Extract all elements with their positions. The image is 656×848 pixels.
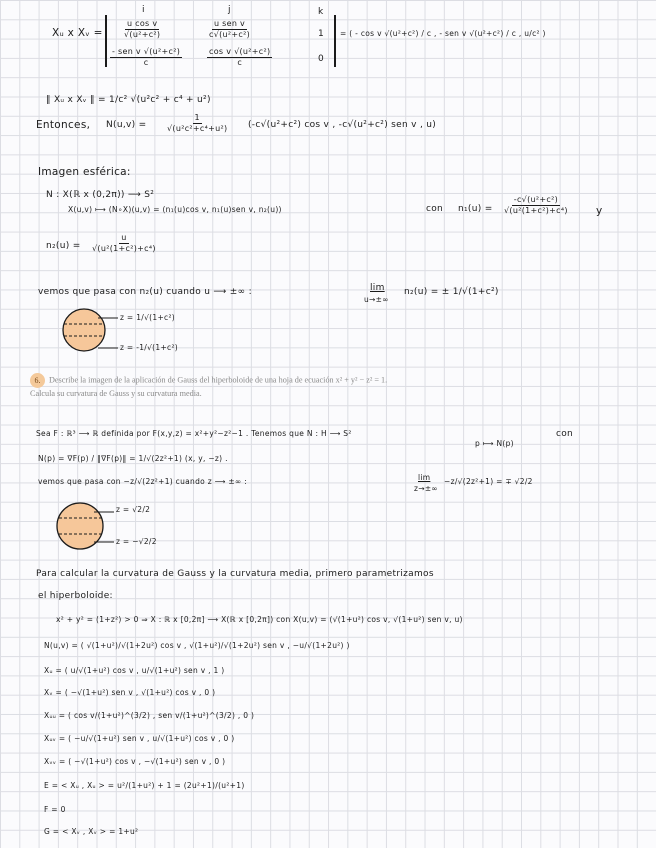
problem-6-statement [30,373,390,399]
xvv-line: Xᵥᵥ = ( −√(1+u²) cos v , −√(1+u²) sen v , 0 ) [44,757,226,766]
xuv-line: Xᵤᵥ = ( −u/√(1+u²) sen v , u/√(1+u²) cos v , 0 ) [44,734,235,743]
entonces-vector: (-c√(u²+c²) cos v , -c√(u²+c²) sen v , u) [248,120,437,130]
f-line: F = 0 [44,805,66,814]
limit-result: n₂(u) = ± 1/√(1+c²) [404,287,499,297]
con-word: con [426,204,444,214]
limit-sub: u→±∞ [364,295,389,304]
limit-text: vemos que pasa con n₂(u) cuando u ⟶ ±∞ : [38,287,252,297]
sea-con: con [556,429,574,439]
limit-2-result: −z/√(2z²+1) = ∓ √2/2 [444,477,533,486]
matrix-r1c3: 1 [318,29,325,39]
para-line-2: el hiperboloide: [38,591,113,601]
limit-2-text: vemos que pasa con −z/√(2z²+1) cuando z ⟶ ±∞ : [38,477,248,486]
n2-def: n₂(u) = [46,241,81,251]
matrix-r2c1: $\frac{\text{- sen v √(u²+c²)}}{c}$ [112,47,181,67]
entonces-expr: N(u,v) = [106,120,147,130]
entonces-label: Entonces, [36,119,91,131]
imagen-heading: Imagen esférica: [38,166,131,178]
sphere-1-bottom-label: z = -1/√(1+c²) [120,343,179,352]
limit-2-lim: lim [418,473,431,482]
matrix-r1c1: $\frac{\text{u cos v}}{\text{√(u²+c²)}}$ [124,19,161,39]
sea-map-2: p ⟼ N(p) [475,439,514,448]
problem-number-badge: 6. [30,373,45,388]
map-line-2: X(u,v) ⟼ (N∘X)(u,v) = (n₁(u)cos v, n₁(u)sen v, n₂(u)) [68,205,282,214]
matrix-r2c3: 0 [318,54,325,64]
matrix-header-i: i [142,5,145,15]
para-line-1: Para calcular la curvatura de Gauss y la curvatura media, primero parametrizamos [36,569,434,579]
matrix-header-k: k [318,7,324,17]
map-line-1: N : X(ℝ x (0,2π)) ⟶ S² [46,190,155,200]
matrix-header-j: j [228,5,231,15]
entonces-fraction: $\frac{1}{\text{√(u²c²+c⁴+u²)}}$ [167,113,228,133]
cross-product-result: = ( - cos v √(u²+c²) / c , - sen v √(u²+c²) / c , u/c² ) [340,29,546,38]
problem-text: Describe la imagen de la aplicación de Gauss del hiperboloide de una hoja de ecuación x² + y² − z² = 1. Calcula su curvatura de Gauss y su curvatura media. [30,375,388,398]
np-line: N(p) = ∇F(p) / ‖∇F(p)‖ = 1/√(2z²+1) (x, y, −z) . [38,454,228,463]
norm-line: ‖ Xᵤ x Xᵥ ‖ = 1/c² √(u²c² + c⁴ + u²) [46,95,211,105]
xuu-line: Xᵤᵤ = ( cos v/(1+u²)^(3/2) , sen v/(1+u²)^(3/2) , 0 ) [44,711,255,720]
sphere-1-circle [63,309,105,351]
n1-def: n₁(u) = [458,204,493,214]
matrix-r2c2: $\frac{\text{cos v √(u²+c²)}}{c}$ [209,47,271,67]
param-line: x² + y² = (1+z²) > 0 ⇒ X : ℝ x [0,2π] ⟶ X(ℝ x [0,2π]) con X(u,v) = (√(1+u²) cos v, √(1+u²) sen v, u) [56,615,463,624]
cross-product-lhs: Xᵤ x Xᵥ = [52,27,103,39]
sphere-1-top-label: z = 1/√(1+c²) [120,313,176,322]
matrix-right-bar [334,15,336,67]
matrix-left-bar [105,15,107,67]
n1-fraction: $\frac{\text{-c√(u²+c²)}}{\text{√(u²(1+c²)+c⁴)}}$ [504,195,568,215]
sea-line: Sea F : ℝ³ ⟶ ℝ definida por F(x,y,z) = x²+y²−z²−1 . Tenemos que N : H ⟶ S² [36,429,352,438]
g-line: G = < Xᵥ , Xᵥ > = 1+u² [44,827,139,836]
limit-lim: lim [370,283,385,293]
n2-fraction: $\frac{u}{\text{√(u²(1+c²)+c⁴)}}$ [92,233,156,253]
y-word: y [596,205,603,217]
sphere-2-diagram [54,502,174,557]
e-line: E = < Xᵤ , Xᵤ > = u²/(1+u²) + 1 = (2u²+1)/(u²+1) [44,781,245,790]
sphere-2-bottom-label: z = −√2/2 [116,537,157,546]
xu-line: Xᵤ = ( u/√(1+u²) cos v , u/√(1+u²) sen v , 1 ) [44,666,225,675]
matrix-r1c2: $\frac{\text{u sen v}}{\text{c√(u²+c²)}}$ [209,19,251,39]
n-uv-line: N(u,v) = ( √(1+u²)/√(1+2u²) cos v , √(1+u²)/√(1+2u²) sen v , −u/√(1+2u²) ) [44,641,350,650]
limit-2-sub: z→±∞ [414,484,438,493]
xv-line: Xᵥ = ( −√(1+u²) sen v , √(1+u²) cos v , 0 ) [44,688,216,697]
sphere-2-top-label: z = √2/2 [116,505,151,514]
